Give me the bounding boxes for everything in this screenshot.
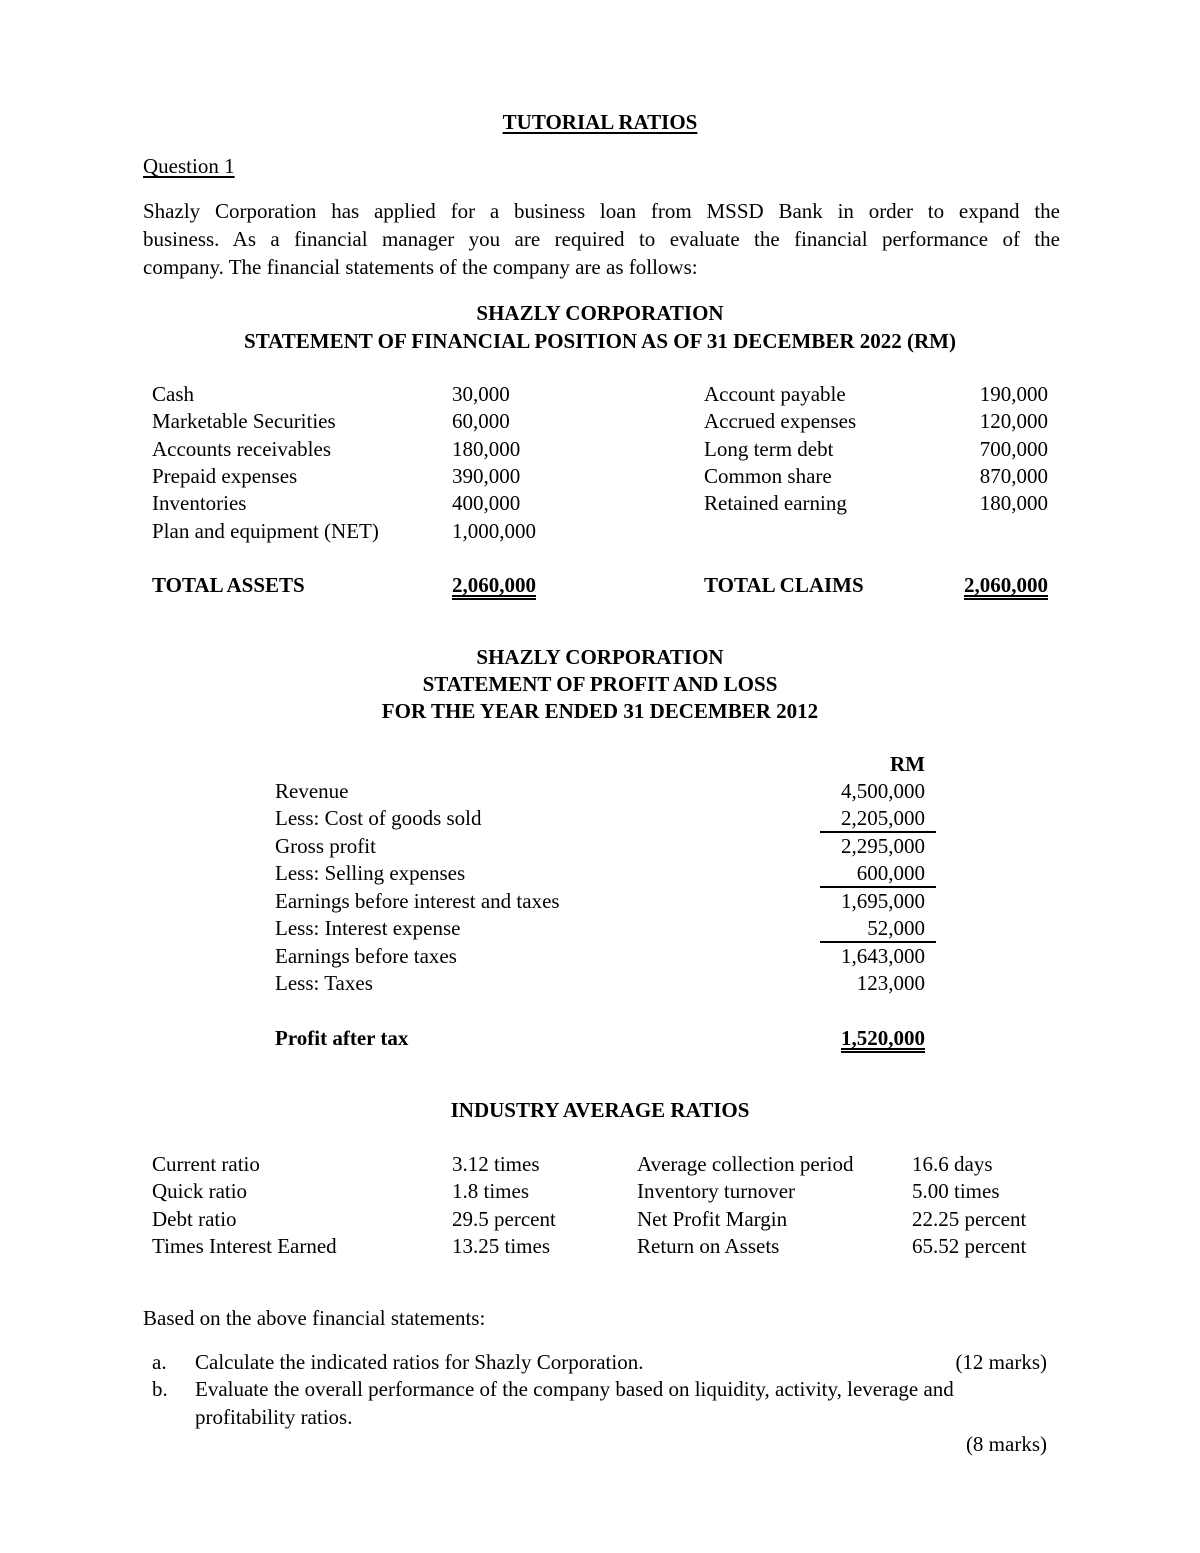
intro-line-2: business. As a financial manager you are required to evaluate the financial performance of the — [143, 227, 1060, 251]
asset-label: Prepaid expenses — [152, 464, 298, 488]
ratio-label: Times Interest Earned — [152, 1234, 337, 1258]
subtotal-rule — [820, 886, 936, 888]
ratio-label: Quick ratio — [152, 1179, 248, 1203]
ratio-value: 22.25 percent — [912, 1207, 1027, 1231]
ratio-value: 5.00 times — [912, 1179, 1000, 1203]
ratio-value: 29.5 percent — [452, 1207, 556, 1231]
asset-value: 60,000 — [452, 409, 510, 433]
task-b-text-2: profitability ratios. — [195, 1405, 353, 1429]
asset-label: Accounts receivables — [152, 437, 332, 461]
pat-label: Profit after tax — [275, 1026, 409, 1050]
pl-row-value: 1,695,000 — [841, 889, 925, 913]
ratio-label: Inventory turnover — [637, 1179, 796, 1203]
claim-value: 180,000 — [979, 491, 1048, 515]
pl-row-value: 123,000 — [856, 971, 925, 995]
pl-row-label: Earnings before interest and taxes — [275, 889, 560, 913]
total-assets-value: 2,060,000 — [452, 573, 536, 597]
document-title: TUTORIAL RATIOS — [502, 110, 698, 134]
claim-value: 120,000 — [979, 409, 1048, 433]
claim-label: Accrued expenses — [704, 409, 857, 433]
ratio-label: Debt ratio — [152, 1207, 237, 1231]
pl-row-label: Less: Interest expense — [275, 916, 461, 940]
claim-label: Account payable — [704, 382, 846, 406]
pat-value: 1,520,000 — [841, 1026, 925, 1050]
claim-label: Common share — [704, 464, 832, 488]
industry-heading: INDUSTRY AVERAGE RATIOS — [450, 1098, 750, 1122]
asset-value: 390,000 — [452, 464, 521, 488]
asset-value: 1,000,000 — [452, 519, 536, 543]
task-b-text-1: Evaluate the overall performance of the company based on liquidity, activity, leverage and — [195, 1377, 954, 1401]
intro-line-3: company. The financial statements of the company are as follows: — [143, 255, 698, 279]
pl-row-value: 600,000 — [856, 861, 925, 885]
asset-label: Cash — [152, 382, 194, 406]
intro-line-1: Shazly Corporation has applied for a business loan from MSSD Bank in order to expand the — [143, 199, 1060, 223]
task-a-letter: a. — [152, 1350, 167, 1374]
total-assets-label: TOTAL ASSETS — [152, 573, 305, 597]
ratio-value: 3.12 times — [452, 1152, 540, 1176]
subtotal-rule — [820, 831, 936, 833]
ratio-label: Average collection period — [637, 1152, 854, 1176]
total-claims-value: 2,060,000 — [964, 573, 1048, 597]
pl-row-label: Less: Cost of goods sold — [275, 806, 482, 830]
task-b-marks: (8 marks) — [965, 1432, 1047, 1456]
sfp-company: SHAZLY CORPORATION — [476, 301, 724, 325]
ratio-label: Current ratio — [152, 1152, 260, 1176]
claim-value: 700,000 — [979, 437, 1048, 461]
claim-label: Retained earning — [704, 491, 847, 515]
ratio-value: 16.6 days — [912, 1152, 993, 1176]
asset-value: 180,000 — [452, 437, 521, 461]
asset-label: Plan and equipment (NET) — [152, 519, 379, 543]
pl-currency: RM — [890, 752, 925, 776]
pl-row-label: Revenue — [275, 779, 349, 803]
pl-row-value: 52,000 — [867, 916, 925, 940]
claim-label: Long term debt — [704, 437, 834, 461]
pl-row-label: Gross profit — [275, 834, 376, 858]
pl-row-value: 2,205,000 — [841, 806, 925, 830]
ratio-value: 1.8 times — [452, 1179, 529, 1203]
pl-row-label: Less: Taxes — [275, 971, 373, 995]
sfp-heading: STATEMENT OF FINANCIAL POSITION AS OF 31 DECEMBER 2022 (RM) — [244, 329, 956, 353]
total-claims-label: TOTAL CLAIMS — [704, 573, 864, 597]
pl-row-value: 2,295,000 — [841, 834, 925, 858]
asset-value: 30,000 — [452, 382, 510, 406]
based-on-text: Based on the above financial statements: — [143, 1306, 486, 1330]
asset-label: Marketable Securities — [152, 409, 336, 433]
task-b-letter: b. — [152, 1377, 168, 1401]
ratio-value: 13.25 times — [452, 1234, 550, 1258]
ratio-value: 65.52 percent — [912, 1234, 1027, 1258]
subtotal-rule — [820, 941, 936, 943]
task-a-marks: (12 marks) — [955, 1350, 1047, 1374]
pl-row-value: 1,643,000 — [841, 944, 925, 968]
pl-row-value: 4,500,000 — [841, 779, 925, 803]
asset-label: Inventories — [152, 491, 247, 515]
asset-value: 400,000 — [452, 491, 521, 515]
pl-heading-2: FOR THE YEAR ENDED 31 DECEMBER 2012 — [381, 699, 819, 723]
ratio-label: Net Profit Margin — [637, 1207, 788, 1231]
pl-company: SHAZLY CORPORATION — [476, 645, 724, 669]
claim-value: 870,000 — [979, 464, 1048, 488]
pl-heading-1: STATEMENT OF PROFIT AND LOSS — [422, 672, 778, 696]
question-label: Question 1 — [143, 154, 235, 178]
ratio-label: Return on Assets — [637, 1234, 780, 1258]
pl-row-label: Earnings before taxes — [275, 944, 457, 968]
claim-value: 190,000 — [979, 382, 1048, 406]
task-a-text: Calculate the indicated ratios for Shazly Corporation. — [195, 1350, 644, 1374]
pl-row-label: Less: Selling expenses — [275, 861, 466, 885]
